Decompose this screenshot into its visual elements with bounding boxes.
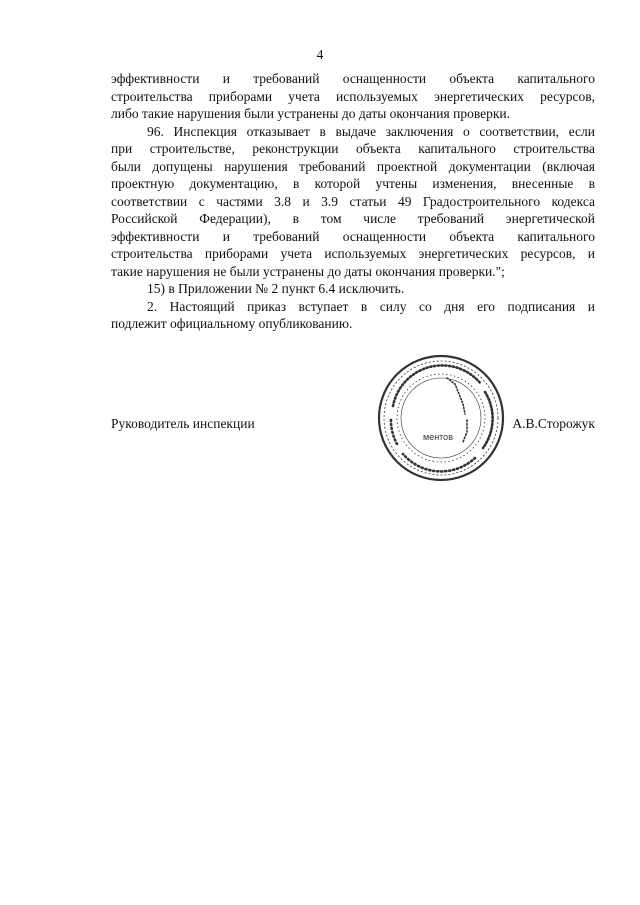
text-line: подлежит официальному опубликованию.: [111, 316, 353, 331]
page-number: 4: [316, 47, 324, 62]
text-line: 96. Инспекция отказывает в выдаче заключения о соответствии, если: [147, 123, 595, 139]
text-line: такие нарушения не были устранены до даты окончания проверки.";: [111, 263, 505, 279]
text-line: 2. Настоящий приказ вступает в силу со дня его подписания и: [147, 298, 595, 314]
text-line: 15) в Приложении № 2 пункт 6.4 исключить.: [147, 281, 405, 296]
text-line: строительства приборами учета используемых энергетических ресурсов,: [111, 88, 595, 104]
seal-text: ментов: [423, 432, 453, 442]
text-line: эффективности и требований оснащенности объекта капитального: [111, 228, 595, 244]
text-line: строительства приборами учета используемых энергетических ресурсов, и: [111, 246, 595, 261]
text-line: Российской Федерации), в том числе требований энергетической: [111, 211, 595, 226]
text-line: проектную документацию, в которой учтены изменения, внесенные в: [111, 176, 595, 191]
official-seal: [371, 348, 511, 488]
text-line: либо такие нарушения были устранены до даты окончания проверки.: [111, 106, 511, 121]
signature-name: А.В.Сторожук: [512, 416, 595, 431]
text-line: при строительстве, реконструкции объекта капитального строительства: [111, 141, 595, 156]
document-body: [111, 70, 595, 333]
text-line: были допущены нарушения требований проектной документации (включая: [111, 158, 595, 174]
text-line: эффективности и требований оснащенности объекта капитального: [111, 71, 595, 86]
signature-role: Руководитель инспекции: [111, 416, 255, 431]
text-line: соответствии с частями 3.8 и 3.9 статьи 49 Градостроительного кодекса: [111, 193, 595, 209]
